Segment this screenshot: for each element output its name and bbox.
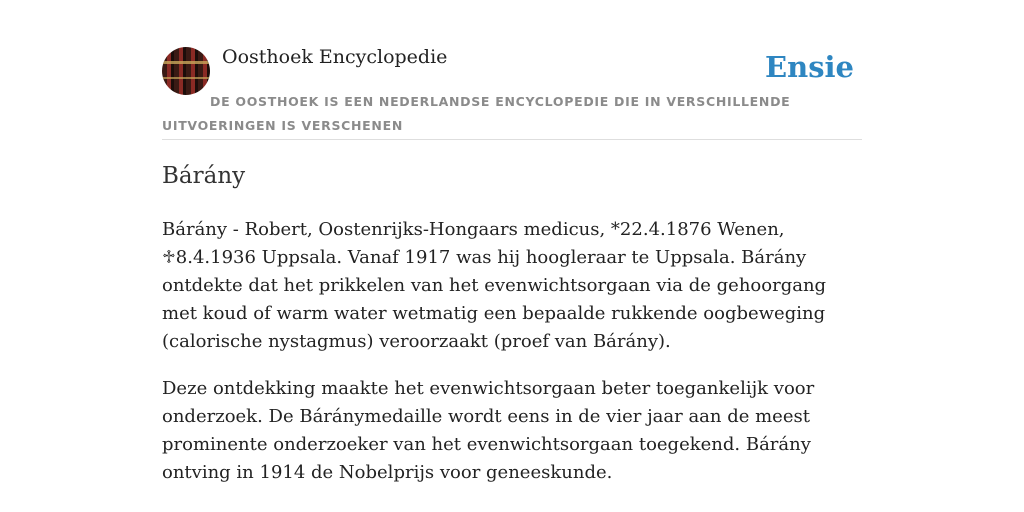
header-divider <box>162 139 862 140</box>
site-tagline: DE OOSTHOEK IS EEN NEDERLANDSE ENCYCLOPEDIE DIE IN VERSCHILLENDE UITVOERINGEN IS VERSCHENEN <box>162 94 791 133</box>
article-title: Bárány <box>162 163 246 189</box>
article-paragraph: Deze ontdekking maakte het evenwichtsorgaan beter toegankelijk voor onderzoek. De Báránymedaille wordt eens in de vier jaar aan de meest prominente onderzoeker van het evenwichtsorgaan toegekend. Bárány ontving in 1914 de Nobelprijs voor geneeskunde. <box>162 378 815 483</box>
site-name[interactable]: Oosthoek Encyclopedie <box>222 46 448 68</box>
article-body <box>162 216 864 506</box>
article-paragraph: Bárány - Robert, Oostenrijks-Hongaars medicus, *22.4.1876 Wenen, ♱8.4.1936 Uppsala. Vanaf 1917 was hij hoogleraar te Uppsala. Bárány ontdekte dat het prikkelen van het evenwichtsorgaan via de gehoorgang met koud of warm water wetmatig een bepaalde rukkende oogbeweging (calorische nystagmus) veroorzaakt (proef van Bárány). <box>162 219 827 352</box>
brand-logo[interactable]: Ensie <box>765 50 854 84</box>
encyclopedia-books-icon[interactable] <box>162 47 210 95</box>
